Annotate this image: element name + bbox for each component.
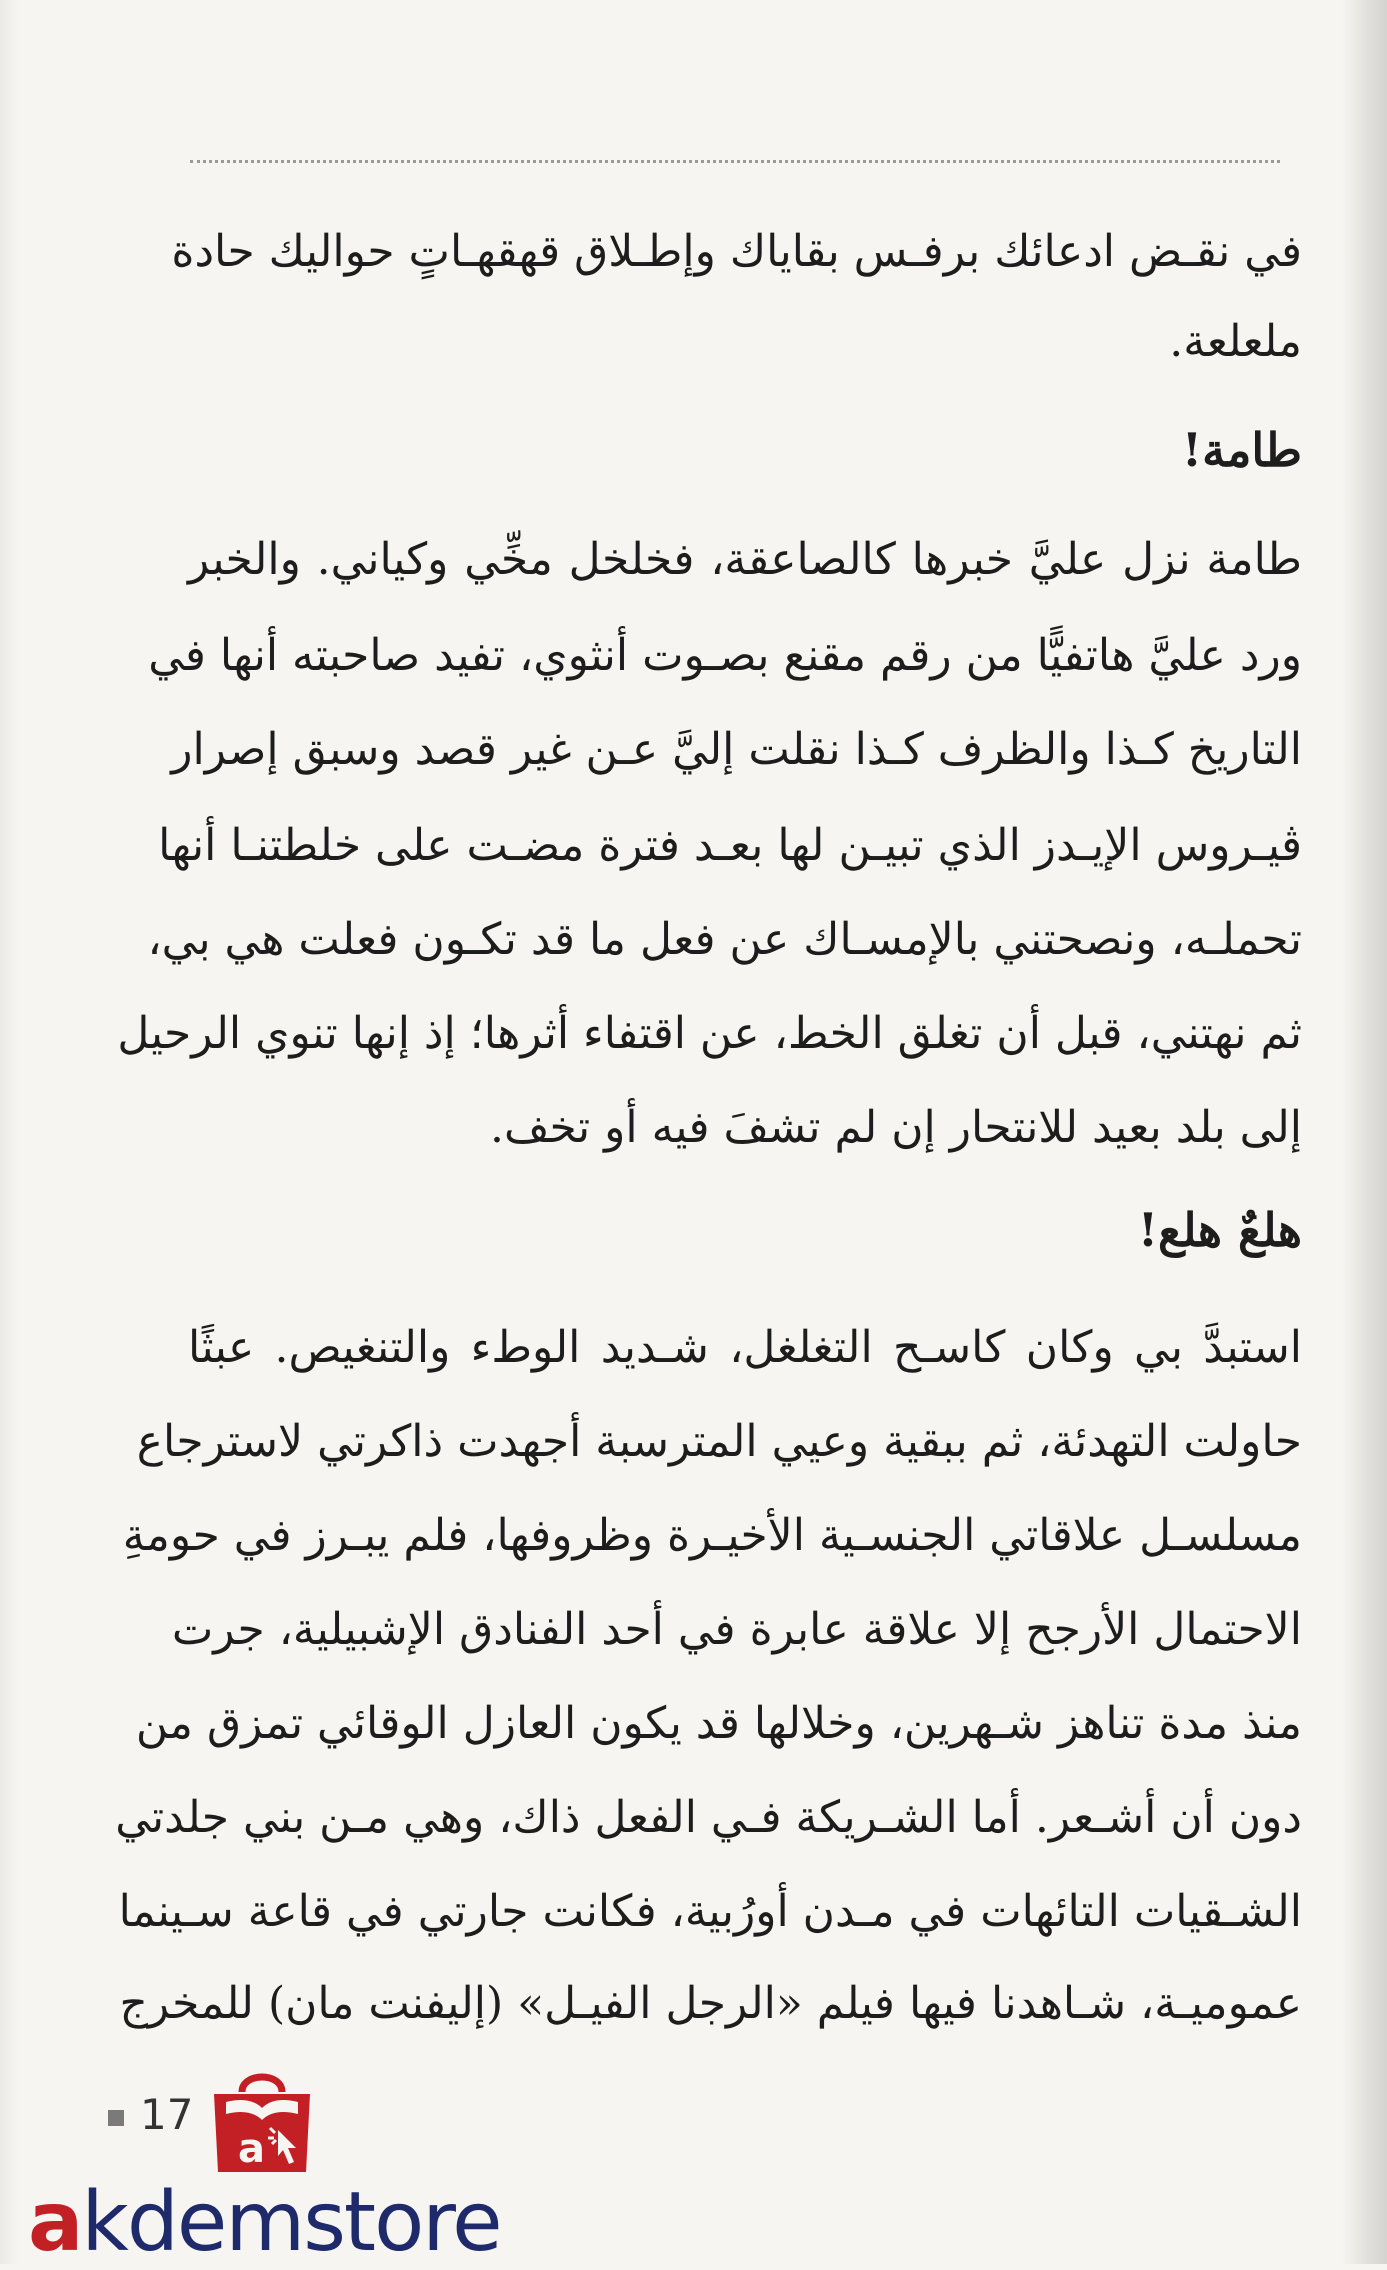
page-number-marker (108, 2110, 124, 2126)
section-heading: هلعٌ هلع! (1137, 1203, 1302, 1257)
text-line: ثم نهتني، قبل أن تغلق الخط، عن اقتفاء أثرها؛ إذ إنها تنوي الرحيل (117, 1008, 1302, 1059)
header-dotted-rule (190, 160, 1280, 163)
logo-letter: a (238, 2126, 265, 2172)
text-line: ملعلعة. (1169, 316, 1302, 367)
shopping-bag-book-icon (208, 2064, 316, 2174)
text-line: تحملـه، ونصحتني بالإمسـاك عن فعل ما قد تكـون فعلت هي بي، (147, 914, 1302, 965)
page-edge-shadow (1342, 0, 1387, 2264)
text-line: الاحتمال الأرجح إلا علاقة عابرة في أحد الفنادق الإشبيلية، جرت (171, 1604, 1302, 1655)
text-line: ورد عليَّ هاتفيًّا من رقم مقنع بصـوت أنثوي، تفيد صاحبته أنها في (148, 630, 1302, 681)
text-line: حاولت التهدئة، ثم ببقية وعيي المترسبة أجهدت ذاكرتي لاسترجاع (136, 1416, 1302, 1467)
text-line: منذ مدة تناهز شـهرين، وخلالها قد يكون العازل الوقائي تمزق من (135, 1698, 1302, 1749)
section-heading: طامة! (1181, 423, 1302, 477)
page-footer (100, 2060, 440, 2180)
text-line: طامة نزل عليَّ خبرها كالصاعقة، فخلخل مخِّي وكياني. والخبر (188, 534, 1302, 585)
store-watermark-logo (28, 2175, 501, 2270)
text-line: عموميـة، شـاهدنا فيها فيلم «الرجل الفيـل» (إليفنت مان) للمخرج (119, 1978, 1302, 2029)
text-line: مسلسـل علاقاتي الجنسـية الأخيـرة وظروفها، فلم يبـرز في حومةِ (122, 1510, 1302, 1561)
text-line: التاريخ كـذا والظرف كـذا نقلت إليَّ عـن غير قصد وسبق إصرار (171, 724, 1302, 775)
text-line: استبدَّ بي وكان كاسـح التغلغل، شـديد الوطء والتنغيص. عبثًا (188, 1322, 1302, 1373)
text-line: دون أن أشـعر. أما الشـريكة فـي الفعل ذاك، وهي مـن بني جلدتي (115, 1792, 1302, 1843)
text-line: ڤيـروس الإيـدز الذي تبيـن لها بعـد فترة مضـت على خلطتنـا أنها (158, 820, 1302, 871)
text-line: إلى بلد بعيد للانتحار إن لم تشفَ فيه أو تخف. (489, 1102, 1302, 1153)
page-gutter-shadow (0, 0, 18, 2264)
store-name-rest: kdemstore (81, 2175, 501, 2270)
text-line: في نقـض ادعائك برفـس بقاياك وإطـلاق قهقهـاتٍ حواليك حادة (171, 226, 1302, 277)
text-line: الشـقيات التائهات في مـدن أورُبية، فكانت جارتي في قاعة سـينما (118, 1886, 1302, 1937)
page-number: 17 (140, 2090, 194, 2139)
store-name-first-letter: a (28, 2175, 82, 2270)
